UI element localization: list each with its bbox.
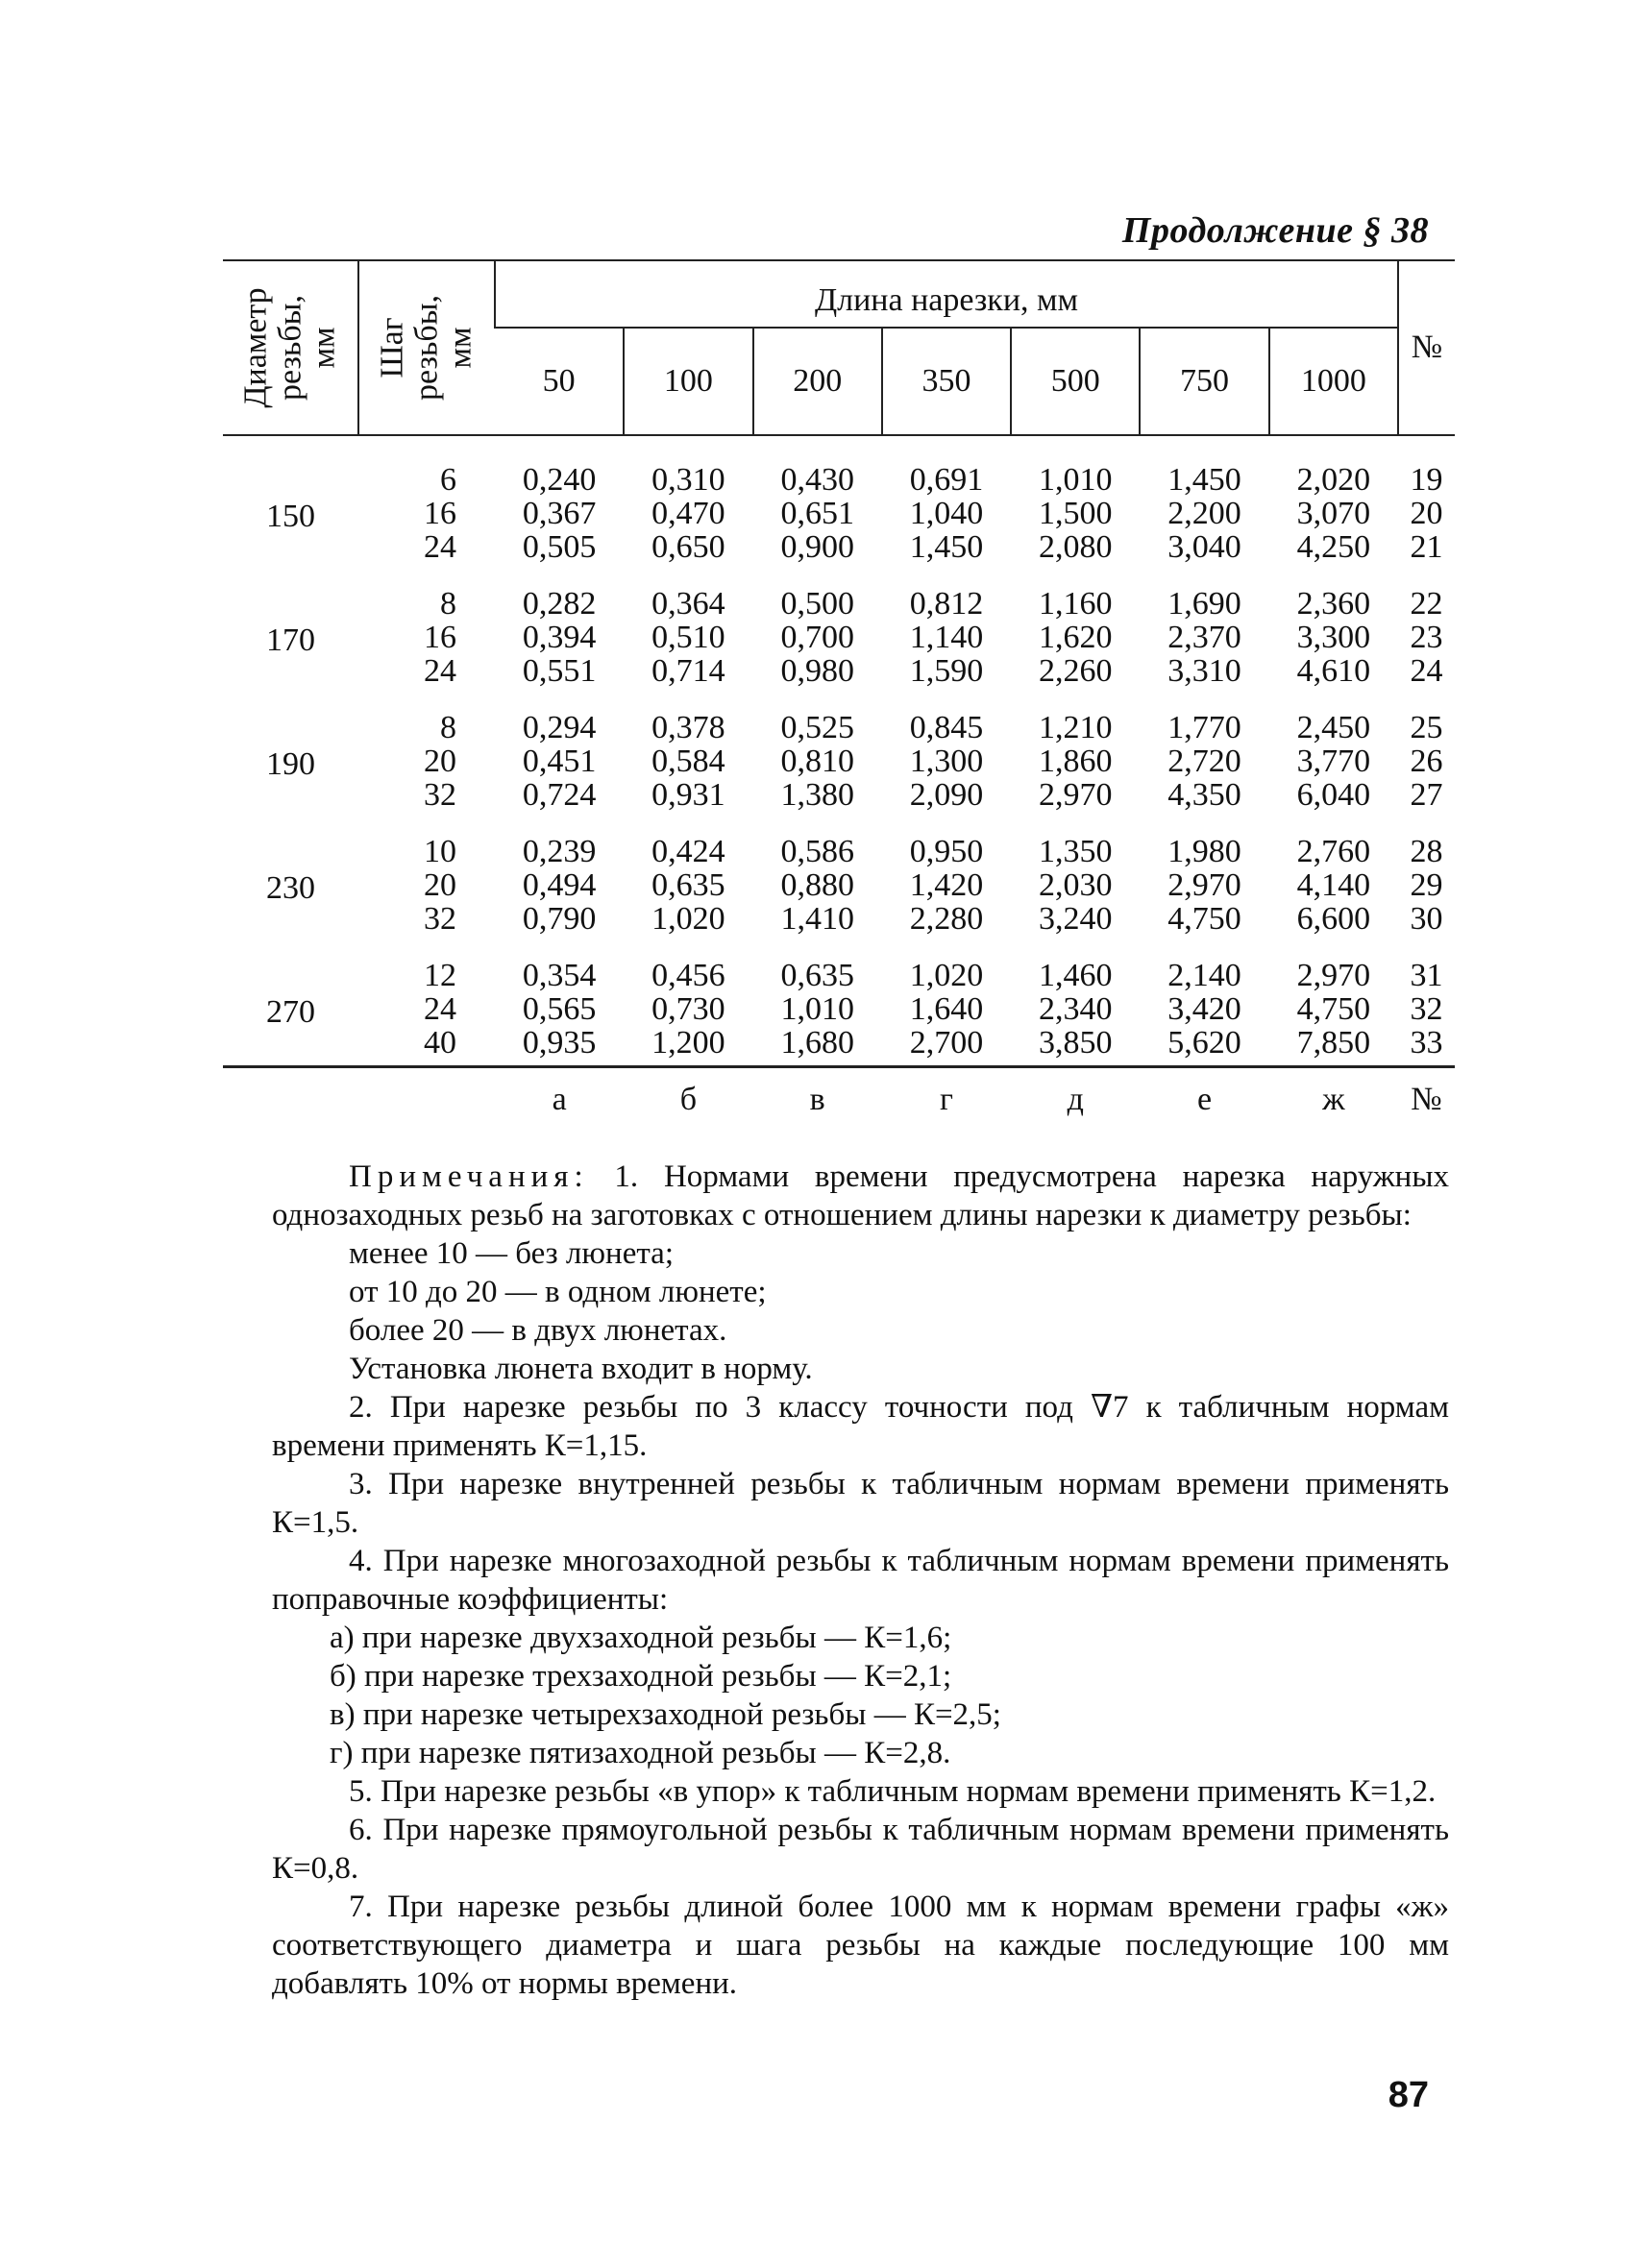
value-cell: 0,378 <box>651 710 725 745</box>
value-cell: 2,970 <box>1167 867 1241 903</box>
table-row <box>223 1026 1455 1067</box>
row-number: 23 <box>1410 620 1443 655</box>
header-length: 500 <box>1011 328 1140 435</box>
value-cell: 1,640 <box>909 991 984 1027</box>
table-row <box>223 868 1455 902</box>
value-cell: 0,505 <box>522 529 597 565</box>
value-cell: 1,620 <box>1039 620 1113 655</box>
header-length: 750 <box>1140 328 1268 435</box>
row-number: 20 <box>1410 496 1443 531</box>
value-cell: 0,691 <box>909 462 984 498</box>
value-cell: 0,730 <box>651 991 725 1027</box>
value-cell: 4,250 <box>1296 529 1371 565</box>
value-cell: 0,880 <box>780 867 854 903</box>
value-cell: 2,450 <box>1296 710 1371 745</box>
row-number: 25 <box>1410 710 1443 745</box>
table-row <box>223 992 1455 1026</box>
table-row <box>223 778 1455 817</box>
pitch-cell: 20 <box>424 744 456 779</box>
value-cell: 4,750 <box>1296 991 1371 1027</box>
note-1a: менее 10 — без люнета; <box>349 1236 674 1271</box>
value-cell: 0,525 <box>780 710 854 745</box>
pitch-cell: 40 <box>424 1025 456 1061</box>
table-row <box>223 530 1455 570</box>
value-cell: 1,590 <box>909 653 984 689</box>
value-cell: 1,020 <box>651 901 725 937</box>
header-length: 350 <box>882 328 1011 435</box>
note-1: Примечания: 1. Нормами времени предусмотрена нарезка наружных однозаходных резьб на заготовках с отношением длины нарезки к диаметру резьбы: <box>272 1159 1449 1232</box>
table-bottom-rule <box>223 1067 1455 1083</box>
value-cell: 0,584 <box>651 744 725 779</box>
value-cell: 0,364 <box>651 586 725 622</box>
value-cell: 1,040 <box>909 496 984 531</box>
value-cell: 3,070 <box>1296 496 1371 531</box>
diameter-cell: 270 <box>266 994 315 1030</box>
value-cell: 1,350 <box>1039 834 1113 869</box>
value-cell: 0,935 <box>522 1025 597 1061</box>
value-cell: 0,845 <box>909 710 984 745</box>
value-cell: 1,200 <box>651 1025 725 1061</box>
row-number: 24 <box>1410 653 1443 689</box>
value-cell: 2,260 <box>1039 653 1113 689</box>
value-cell: 0,500 <box>780 586 854 622</box>
table-row <box>223 902 1455 941</box>
column-letters-row <box>223 1082 1455 1118</box>
value-cell: 4,750 <box>1167 901 1241 937</box>
note-7: 7. При нарезке резьбы длиной более 1000 мм к нормам времени графы «ж» соответствующего диаметра и шага резьбы на каждые последующие 100 мм добавлять 10% от нормы времени. <box>272 1890 1449 2001</box>
pitch-cell: 8 <box>440 710 456 745</box>
column-letter: в <box>809 1082 825 1117</box>
value-cell: 0,650 <box>651 529 725 565</box>
pitch-cell: 24 <box>424 991 456 1027</box>
note-4c: в) при нарезке четырехзаходной резьбы — К=2,5; <box>330 1697 1001 1732</box>
value-cell: 0,470 <box>651 496 725 531</box>
value-cell: 2,720 <box>1167 744 1241 779</box>
value-cell: 1,010 <box>1039 462 1113 498</box>
value-cell: 6,040 <box>1296 777 1371 813</box>
value-cell: 0,700 <box>780 620 854 655</box>
pitch-cell: 32 <box>424 901 456 937</box>
pitch-cell: 20 <box>424 867 456 903</box>
diameter-cell: 150 <box>266 499 315 534</box>
column-letter: № <box>1411 1082 1442 1117</box>
value-cell: 2,280 <box>909 901 984 937</box>
diameter-cell: 170 <box>266 622 315 658</box>
value-cell: 0,494 <box>522 867 597 903</box>
value-cell: 6,600 <box>1296 901 1371 937</box>
value-cell: 2,970 <box>1039 777 1113 813</box>
note-1d: Установка люнета входит в норму. <box>349 1352 813 1386</box>
value-cell: 1,140 <box>909 620 984 655</box>
value-cell: 1,860 <box>1039 744 1113 779</box>
table-row <box>223 941 1455 992</box>
value-cell: 3,040 <box>1167 529 1241 565</box>
header-length: 100 <box>624 328 752 435</box>
value-cell: 3,310 <box>1167 653 1241 689</box>
header-bottom-rule <box>223 435 1455 446</box>
note-5: 5. При нарезке резьбы «в упор» к табличным нормам времени применять К=1,2. <box>349 1774 1437 1809</box>
note-4a: а) при нарезке двухзаходной резьбы — К=1,6; <box>330 1621 952 1655</box>
value-cell: 0,310 <box>651 462 725 498</box>
value-cell: 0,980 <box>780 653 854 689</box>
note-3: 3. При нарезке внутренней резьбы к табличным нормам времени применять К=1,5. <box>272 1467 1449 1540</box>
row-number: 32 <box>1410 991 1443 1027</box>
note-6: 6. При нарезке прямоугольной резьбы к табличным нормам времени применять К=0,8. <box>272 1813 1449 1886</box>
row-number: 29 <box>1410 867 1443 903</box>
value-cell: 0,900 <box>780 529 854 565</box>
value-cell: 0,239 <box>522 834 597 869</box>
header-length: 50 <box>495 328 624 435</box>
value-cell: 0,510 <box>651 620 725 655</box>
value-cell: 0,812 <box>909 586 984 622</box>
table-row <box>223 817 1455 868</box>
value-cell: 0,635 <box>651 867 725 903</box>
note-1b: от 10 до 20 — в одном люнете; <box>349 1275 767 1309</box>
value-cell: 0,367 <box>522 496 597 531</box>
page-number: 87 <box>1388 2075 1429 2115</box>
value-cell: 3,420 <box>1167 991 1241 1027</box>
row-number: 33 <box>1410 1025 1443 1061</box>
value-cell: 1,980 <box>1167 834 1241 869</box>
value-cell: 0,551 <box>522 653 597 689</box>
value-cell: 1,450 <box>909 529 984 565</box>
value-cell: 2,760 <box>1296 834 1371 869</box>
value-cell: 3,850 <box>1039 1025 1113 1061</box>
row-number: 30 <box>1410 901 1443 937</box>
value-cell: 0,354 <box>522 958 597 993</box>
value-cell: 0,451 <box>522 744 597 779</box>
value-cell: 3,770 <box>1296 744 1371 779</box>
value-cell: 0,424 <box>651 834 725 869</box>
value-cell: 2,340 <box>1039 991 1113 1027</box>
diameter-group <box>223 570 1455 694</box>
column-letter: е <box>1197 1082 1213 1117</box>
column-letter: д <box>1067 1082 1084 1117</box>
value-cell: 1,420 <box>909 867 984 903</box>
table-row <box>223 694 1455 744</box>
row-number: 22 <box>1410 586 1443 622</box>
value-cell: 1,770 <box>1167 710 1241 745</box>
column-letter: ж <box>1322 1082 1345 1117</box>
value-cell: 0,294 <box>522 710 597 745</box>
table-row <box>223 654 1455 694</box>
value-cell: 0,724 <box>522 777 597 813</box>
pitch-cell: 16 <box>424 620 456 655</box>
continuation-title: Продолжение § 38 <box>1121 210 1429 251</box>
pitch-cell: 10 <box>424 834 456 869</box>
value-cell: 4,350 <box>1167 777 1241 813</box>
diameter-cell: 190 <box>266 746 315 782</box>
header-length: 1000 <box>1269 328 1398 435</box>
value-cell: 2,020 <box>1296 462 1371 498</box>
pitch-cell: 8 <box>440 586 456 622</box>
note-1c: более 20 — в двух люнетах. <box>349 1313 727 1348</box>
value-cell: 2,140 <box>1167 958 1241 993</box>
value-cell: 0,790 <box>522 901 597 937</box>
value-cell: 1,500 <box>1039 496 1113 531</box>
pitch-cell: 24 <box>424 529 456 565</box>
pitch-cell: 6 <box>440 462 456 498</box>
note-4b: б) при нарезке трехзаходной резьбы — К=2,1; <box>330 1659 952 1694</box>
value-cell: 1,690 <box>1167 586 1241 622</box>
value-cell: 4,140 <box>1296 867 1371 903</box>
value-cell: 1,380 <box>780 777 854 813</box>
table-row <box>223 621 1455 654</box>
row-number: 27 <box>1410 777 1443 813</box>
row-number: 31 <box>1410 958 1443 993</box>
table-row <box>223 744 1455 778</box>
value-cell: 0,565 <box>522 991 597 1027</box>
value-cell: 2,360 <box>1296 586 1371 622</box>
row-number: 19 <box>1410 462 1443 498</box>
header-length-group: Длина нарезки, мм <box>495 261 1398 328</box>
header-pitch: Шаг резьбы, мм <box>358 261 495 435</box>
header-length: 200 <box>753 328 882 435</box>
table-row <box>223 570 1455 621</box>
pitch-cell: 32 <box>424 777 456 813</box>
row-number: 28 <box>1410 834 1443 869</box>
value-cell: 2,700 <box>909 1025 984 1061</box>
value-cell: 0,394 <box>522 620 597 655</box>
value-cell: 3,300 <box>1296 620 1371 655</box>
value-cell: 5,620 <box>1167 1025 1241 1061</box>
value-cell: 0,635 <box>780 958 854 993</box>
time-norms-table <box>223 259 1455 1118</box>
note-2: 2. При нарезке резьбы по 3 классу точности под ∇7 к табличным нормам времени применять К=1,15. <box>272 1390 1449 1463</box>
value-cell: 0,950 <box>909 834 984 869</box>
pitch-cell: 16 <box>424 496 456 531</box>
note-4d: г) при нарезке пятизаходной резьбы — К=2,8. <box>330 1736 951 1770</box>
value-cell: 0,810 <box>780 744 854 779</box>
row-number: 21 <box>1410 529 1443 565</box>
notes-title: Примечания: <box>349 1159 589 1194</box>
column-letter: г <box>940 1082 953 1117</box>
value-cell: 1,410 <box>780 901 854 937</box>
diameter-group <box>223 941 1455 1067</box>
value-cell: 1,210 <box>1039 710 1113 745</box>
pitch-cell: 24 <box>424 653 456 689</box>
value-cell: 2,970 <box>1296 958 1371 993</box>
notes-section <box>272 1158 1449 2003</box>
value-cell: 0,282 <box>522 586 597 622</box>
value-cell: 1,010 <box>780 991 854 1027</box>
value-cell: 2,370 <box>1167 620 1241 655</box>
column-letter: б <box>679 1082 698 1117</box>
value-cell: 1,160 <box>1039 586 1113 622</box>
table-row <box>223 446 1455 497</box>
value-cell: 0,240 <box>522 462 597 498</box>
value-cell: 0,651 <box>780 496 854 531</box>
table-row <box>223 497 1455 530</box>
value-cell: 0,430 <box>780 462 854 498</box>
row-number: 26 <box>1410 744 1443 779</box>
value-cell: 3,240 <box>1039 901 1113 937</box>
pitch-cell: 12 <box>424 958 456 993</box>
diameter-group <box>223 694 1455 817</box>
value-cell: 1,020 <box>909 958 984 993</box>
value-cell: 0,586 <box>780 834 854 869</box>
note-4: 4. При нарезке многозаходной резьбы к табличным нормам времени применять поправочные коэффициенты: <box>272 1544 1449 1617</box>
value-cell: 2,090 <box>909 777 984 813</box>
header-number: № <box>1398 261 1455 435</box>
diameter-cell: 230 <box>266 870 315 906</box>
value-cell: 0,931 <box>651 777 725 813</box>
value-cell: 1,460 <box>1039 958 1113 993</box>
value-cell: 2,080 <box>1039 529 1113 565</box>
value-cell: 2,200 <box>1167 496 1241 531</box>
value-cell: 0,714 <box>651 653 725 689</box>
value-cell: 0,456 <box>651 958 725 993</box>
diameter-group <box>223 817 1455 941</box>
column-letter: а <box>552 1082 567 1117</box>
value-cell: 1,450 <box>1167 462 1241 498</box>
diameter-group <box>223 446 1455 570</box>
value-cell: 4,610 <box>1296 653 1371 689</box>
header-diameter: Диаметр резьбы, мм <box>237 287 342 408</box>
value-cell: 1,680 <box>780 1025 854 1061</box>
value-cell: 2,030 <box>1039 867 1113 903</box>
value-cell: 7,850 <box>1296 1025 1371 1061</box>
value-cell: 1,300 <box>909 744 984 779</box>
